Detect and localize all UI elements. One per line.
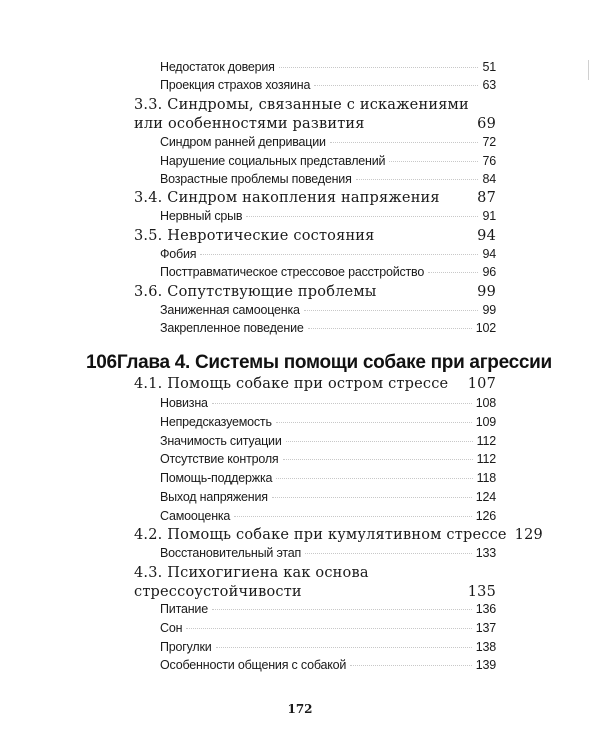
dot-leader	[306, 592, 464, 593]
toc-entry-title: 3.4. Синдром накопления напряжения	[134, 190, 440, 206]
dot-leader	[444, 198, 473, 199]
chapter-page-number: 106	[86, 352, 117, 373]
toc-page-number: 133	[475, 546, 496, 560]
toc-section-entry	[134, 376, 496, 392]
dot-leader	[234, 516, 472, 517]
toc-entry-title: Помощь-поддержка	[160, 471, 273, 485]
toc-entry-title: Отсутствие контроля	[160, 452, 279, 466]
toc-page-number: 63	[482, 78, 496, 92]
toc-subentry	[160, 434, 496, 448]
toc-page-number: 94	[477, 228, 496, 244]
toc-entry-title: 4.1. Помощь собаке при остром стрессе	[134, 376, 449, 392]
toc-entry-title: Питание	[160, 602, 208, 616]
dot-leader	[212, 609, 472, 610]
toc-subentry	[160, 60, 496, 74]
dot-leader	[379, 236, 474, 237]
toc-section-entry	[134, 565, 496, 581]
toc-entry-title: 3.5. Невротические состояния	[134, 228, 375, 244]
toc-entry-title: Закрепленное поведение	[160, 321, 304, 335]
toc-page-number: 126	[475, 509, 496, 523]
dot-leader	[212, 403, 472, 404]
toc-entry-title: 4.2. Помощь собаке при кумулятивном стрессе	[134, 527, 507, 543]
toc-entry-title: Недостаток доверия	[160, 60, 275, 74]
toc-subentry	[160, 640, 496, 654]
toc-section-entry	[134, 97, 496, 113]
toc-section-entry	[134, 284, 496, 300]
toc-entry-title: Посттравматическое стрессовое расстройство	[160, 265, 425, 279]
toc-page-number: 51	[482, 60, 496, 74]
toc-subentry	[160, 546, 496, 560]
toc-subentry	[160, 209, 496, 223]
chapter-title: Глава 4. Системы помощи собаке при агрессии	[116, 352, 552, 373]
toc-section-entry	[134, 584, 496, 600]
dot-leader	[276, 478, 472, 479]
page-edge-mark	[588, 60, 589, 80]
toc-entry-title: или особенностями развития	[134, 116, 365, 132]
toc-entry-title: Проекция страхов хозяина	[160, 78, 311, 92]
toc-entry-title: 3.3. Синдромы, связанные с искажениями	[134, 97, 469, 113]
toc-page-number: 136	[475, 602, 496, 616]
page-folio: 172	[287, 702, 313, 716]
dot-leader	[276, 422, 472, 423]
toc-entry-title: Новизна	[160, 396, 208, 410]
toc-entry-title: стрессоустойчивости	[134, 584, 302, 600]
toc-page-number: 108	[475, 396, 496, 410]
toc-page-number: 138	[475, 640, 496, 654]
toc-page-number: 112	[476, 452, 496, 466]
toc-subentry	[160, 78, 496, 92]
toc-page-number: 124	[475, 490, 496, 504]
toc-entry-title: Фобия	[160, 247, 197, 261]
dot-leader	[308, 328, 472, 329]
toc-page-number: 112	[476, 434, 496, 448]
toc-page-number: 139	[475, 658, 496, 672]
dot-leader	[452, 384, 463, 385]
toc-entry-title: Непредсказуемость	[160, 415, 272, 429]
dot-leader	[381, 292, 474, 293]
toc-subentry	[160, 452, 496, 466]
dot-leader	[389, 161, 478, 162]
toc-page-number: 94	[482, 247, 496, 261]
toc-entry-title: Значимость ситуации	[160, 434, 282, 448]
toc-entry-title: Выход напряжения	[160, 490, 268, 504]
toc-entry-title: Заниженная самооценка	[160, 303, 300, 317]
toc-entry-title: Нарушение социальных представлений	[160, 154, 386, 168]
toc-entry-title: 4.3. Психогигиена как основа	[134, 565, 369, 581]
dot-leader	[246, 216, 478, 217]
chapter-heading	[86, 352, 552, 374]
toc-entry-title: Особенности общения с собакой	[160, 658, 347, 672]
dot-leader	[272, 497, 472, 498]
dot-leader	[356, 179, 479, 180]
toc-entry-title: Сон	[160, 621, 183, 635]
toc-entry-title: Восстановительный этап	[160, 546, 302, 560]
dot-leader	[200, 254, 478, 255]
dot-leader	[350, 665, 472, 666]
dot-leader	[330, 142, 479, 143]
toc-page-number: 109	[475, 415, 496, 429]
toc-subentry	[160, 415, 496, 429]
toc-section-entry	[134, 190, 496, 206]
toc-subentry	[160, 490, 496, 504]
dot-leader	[186, 628, 471, 629]
toc-page-number: 99	[482, 303, 496, 317]
toc-subentry	[160, 321, 496, 335]
toc-subentry	[160, 602, 496, 616]
toc-page-number: 84	[482, 172, 496, 186]
toc-subentry	[160, 247, 496, 261]
toc-page-number: 129	[514, 527, 543, 543]
dot-leader	[305, 553, 472, 554]
toc-subentry	[160, 135, 496, 149]
toc-subentry	[160, 154, 496, 168]
toc-subentry	[160, 509, 496, 523]
toc-page-number: 76	[482, 154, 496, 168]
toc-page-number: 135	[467, 584, 496, 600]
toc-page-number: 72	[482, 135, 496, 149]
toc-page-number: 102	[475, 321, 496, 335]
toc-subentry	[160, 172, 496, 186]
toc-entry-title: Синдром ранней депривации	[160, 135, 326, 149]
toc-page-number: 87	[477, 190, 496, 206]
toc-subentry	[160, 265, 496, 279]
toc-page-number: 99	[477, 284, 496, 300]
toc-subentry	[160, 396, 496, 410]
toc-entry-title: Самооценка	[160, 509, 231, 523]
toc-section-entry	[134, 527, 543, 543]
toc-page-number: 69	[477, 116, 496, 132]
dot-leader	[286, 441, 473, 442]
toc-subentry	[160, 303, 496, 317]
toc-section-entry	[134, 228, 496, 244]
dot-leader	[283, 459, 473, 460]
toc-subentry	[160, 621, 496, 635]
toc-page-number: 107	[467, 376, 496, 392]
toc-page-number: 118	[476, 471, 496, 485]
dot-leader	[369, 124, 474, 125]
toc-page-number: 137	[475, 621, 496, 635]
toc-subentry	[160, 471, 496, 485]
toc-entry-title: Возрастные проблемы поведения	[160, 172, 352, 186]
toc-section-entry	[134, 116, 496, 132]
dot-leader	[216, 647, 472, 648]
toc-page-number: 96	[482, 265, 496, 279]
toc-page-number: 91	[482, 209, 496, 223]
toc-entry-title: Нервный срыв	[160, 209, 243, 223]
dot-leader	[314, 85, 478, 86]
toc-entry-title: Прогулки	[160, 640, 212, 654]
toc-entry-title: 3.6. Сопутствующие проблемы	[134, 284, 377, 300]
dot-leader	[304, 310, 479, 311]
toc-subentry	[160, 658, 496, 672]
dot-leader	[428, 272, 478, 273]
dot-leader	[279, 67, 479, 68]
